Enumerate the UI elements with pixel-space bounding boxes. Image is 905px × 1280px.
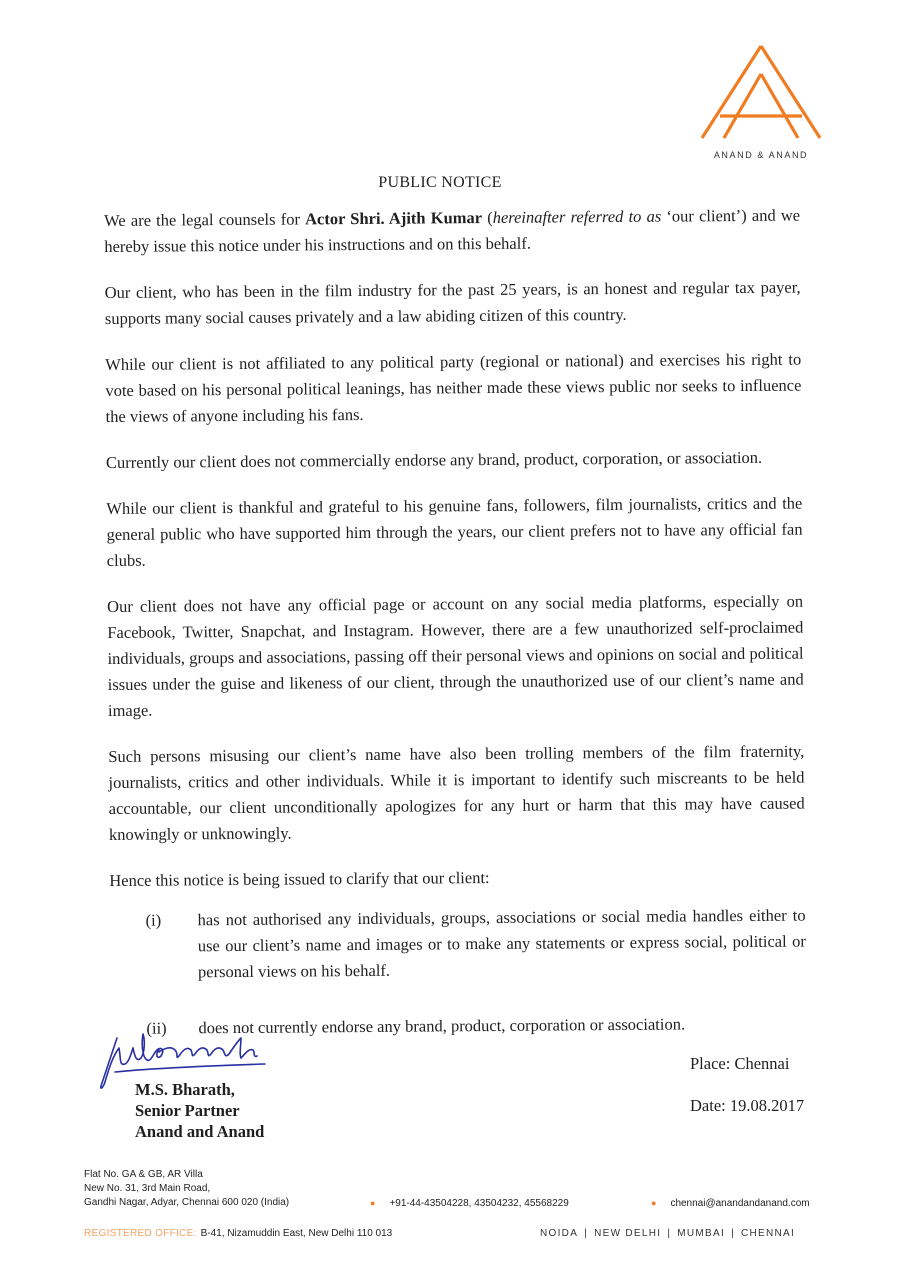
paragraph-2: Our client, who has been in the film industry for the past 25 years, is an honest and regular tax payer, supports many social causes privately and a law abiding citizen of this country.	[104, 277, 801, 328]
separator: |	[584, 1228, 589, 1239]
bullet-dot-icon: ●	[651, 1198, 657, 1208]
city: NOIDA	[540, 1228, 579, 1239]
firm-logo	[698, 44, 824, 166]
separator: |	[667, 1228, 672, 1239]
list-item	[109, 903, 806, 986]
list-number: (i)	[145, 910, 162, 930]
bullet-dot-icon: ●	[370, 1198, 376, 1208]
para1-pre: We are the legal counsels for	[104, 209, 306, 230]
notice-title: PUBLIC NOTICE	[378, 174, 502, 191]
registered-office	[84, 1228, 392, 1239]
place-date-block	[690, 1043, 830, 1127]
footer-email	[651, 1198, 810, 1209]
paragraph-4: Currently our client does not commercially endorse any brand, product, corporation, or association.	[105, 447, 763, 472]
logo-wordmark: ANAND & ANAND	[713, 150, 809, 160]
client-name: Actor Shri. Ajith Kumar	[304, 208, 483, 229]
city: MUMBAI	[677, 1228, 726, 1239]
city: CHENNAI	[740, 1228, 796, 1239]
triangle-a-logo-icon	[698, 44, 824, 140]
para1-italic: hereinafter referred to as	[492, 206, 662, 227]
signatory-block	[135, 1079, 264, 1142]
address-line-3: Gandhi Nagar, Adyar, Chennai 600 020 (India)	[84, 1197, 290, 1208]
registered-office-address: B-41, Nizamuddin East, New Delhi 110 013	[200, 1228, 393, 1239]
signatory-designation: Senior Partner	[135, 1101, 240, 1120]
footer-phone	[370, 1198, 569, 1209]
separator: |	[731, 1228, 735, 1239]
address-line-2: New No. 31, 3rd Main Road,	[84, 1183, 211, 1194]
paragraph-5: While our client is thankful and grateful to his genuine fans, followers, film journalists, critics and the general public who have supported him through the years, our client prefers not to have any official fan clubs.	[106, 493, 803, 570]
paragraph-6: Our client does not have any official page or account on any social media platforms, especially on Facebook, Twitter, Snapchat, and Instagram. However, there are a few unauthorized self-proclaimed individuals, groups and associations, passing off their personal views and opinions on social and political issues under the guise and likeness of our client, through the unauthorized use of our client’s name and image.	[107, 591, 804, 720]
registered-office-label: REGISTERED OFFICE:	[84, 1228, 197, 1239]
email-address: chennai@anandandanand.com	[670, 1198, 810, 1209]
notice-body	[104, 203, 807, 1042]
list-text: does not currently endorse any brand, product, corporation or association.	[198, 1014, 686, 1038]
para1-post: ‘our client’) and we hereby issue this notice under his instructions and on this behalf.	[104, 205, 801, 256]
phone-numbers: +91-44-43504228, 43504232, 45568229	[389, 1198, 569, 1209]
list-text: has not authorised any individuals, groups, associations or social media handles either to use our client’s name and images or to make any statements or express social, political or personal views on his behalf.	[197, 905, 806, 982]
paragraph-8: Hence this notice is being issued to clarify that our client:	[109, 867, 490, 890]
date: Date: 19.08.2017	[690, 1096, 805, 1115]
paragraph-1	[104, 203, 800, 260]
list-number: (ii)	[146, 1018, 167, 1038]
signatory-name: M.S. Bharath,	[135, 1080, 235, 1099]
paragraph-3: While our client is not affiliated to any political party (regional or national) and exercises his right to vote based on his personal political leanings, has neither made these views public nor seeks to influence the views of anyone including his fans.	[105, 349, 802, 426]
city: NEW DELHI	[594, 1228, 662, 1239]
para1-mid: (	[481, 207, 493, 228]
place: Place: Chennai	[690, 1054, 790, 1073]
footer-address	[84, 1168, 289, 1210]
office-cities	[540, 1228, 795, 1239]
paragraph-7: Such persons misusing our client’s name have also been trolling members of the film fraternity, journalists, critics and other individuals. While it is important to identify such miscreants to be held accountable, our client unconditionally apologizes for any hurt or harm that this may have caused knowingly or unknowingly.	[108, 741, 805, 844]
address-line-1: Flat No. GA & GB, AR Villa	[84, 1169, 203, 1180]
signatory-firm: Anand and Anand	[135, 1122, 265, 1141]
